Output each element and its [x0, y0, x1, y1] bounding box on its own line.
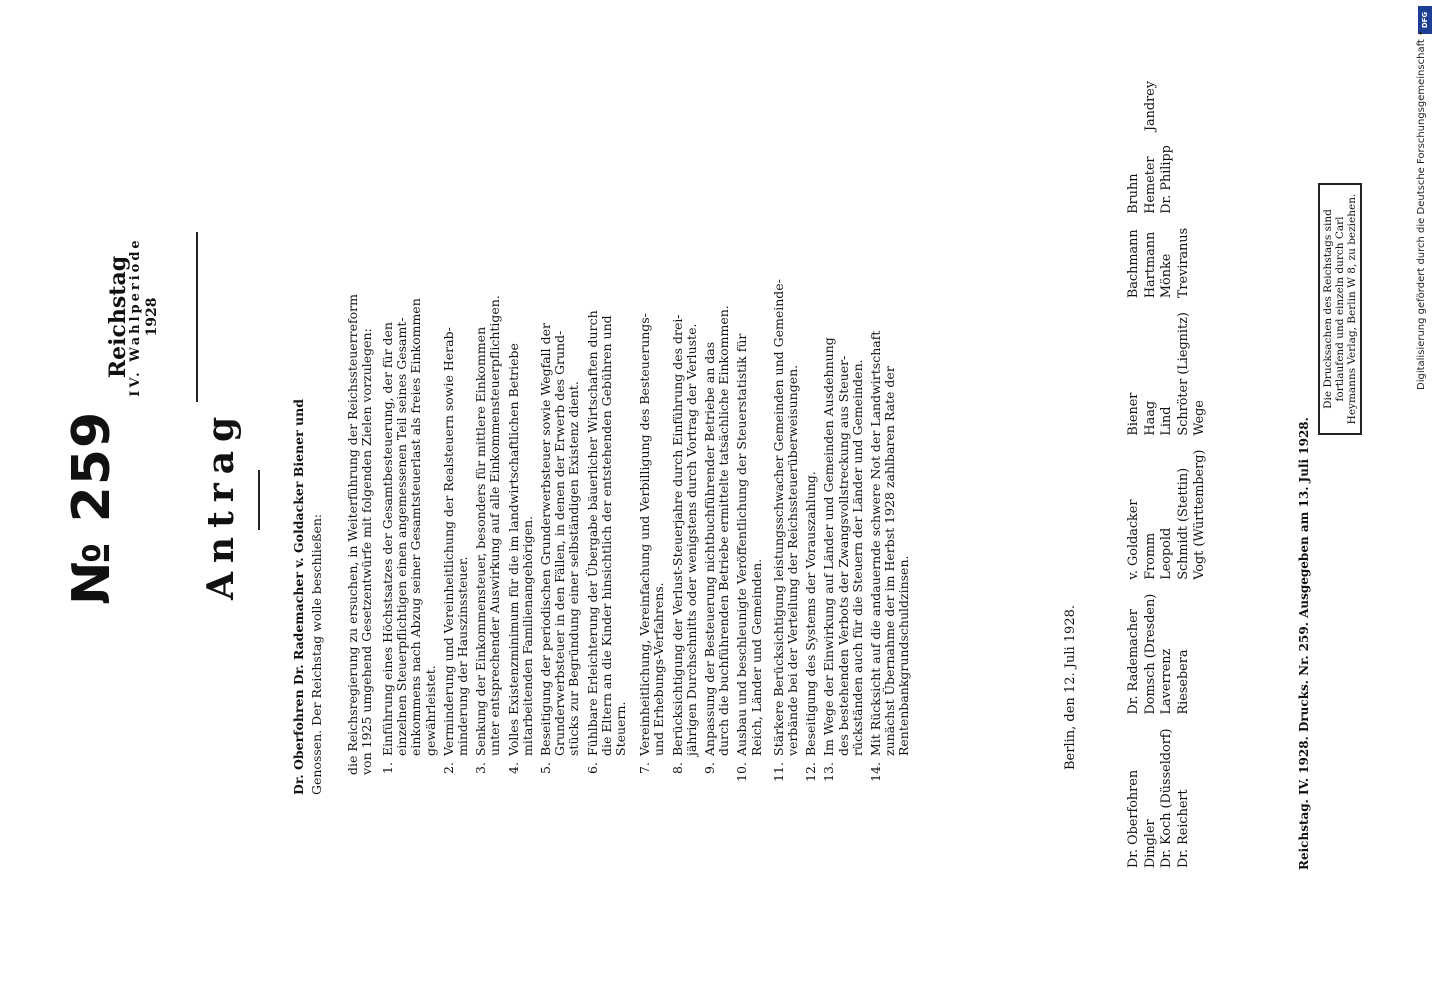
demand-item	[735, 334, 763, 790]
demand-item	[381, 298, 438, 790]
dfg-logo-text: DFG	[1421, 11, 1429, 29]
intro-line-2: Genossen. Der Reichstag wolle beschließen:	[309, 513, 324, 795]
distribution-notice: Die Drucksachen des Reichstags sind fortlaufend und einzeln durch Carl Heymanns Verlag, Berlin W 8, zu beziehen.	[1318, 183, 1362, 435]
signer-name: Dr. Reichert	[1175, 789, 1191, 868]
demand-item	[869, 331, 912, 790]
demand-number: 8.	[669, 762, 685, 774]
demand-text-line: Anpassung der Besteuerung nichtbuchführender Betriebe an das	[702, 341, 717, 756]
demand-item	[539, 323, 582, 790]
demand-text-line: stücks zur Begründung einer selbständigen Existenz dient.	[566, 381, 582, 756]
signer-name: Bachmann	[1126, 229, 1141, 299]
signer-row	[1144, 69, 1159, 868]
intro-line-1: Dr. Oberfohren Dr. Rademacher v. Goldacker Biener und	[291, 399, 306, 795]
demand-text-line: Senkung der Einkommensteuer, besonders für mittlere Einkommen	[473, 326, 489, 756]
demand-text-line: durch die buchführenden Betriebe ermittelte tatsächliche Einkommen.	[716, 305, 732, 756]
demand-text-line: die Eltern an die Kinder hinsichtlich der entstehenden Gebühren und	[598, 315, 614, 756]
demand-text-line: Volles Existenzminimum für die im landwirtschaftlichen Betriebe	[505, 343, 521, 756]
demand-text-line: Berücksichtigung der Verlust-Steuerjahre durch Einführung des drei-	[669, 314, 685, 756]
signer-name: v. Goldacker	[1126, 499, 1141, 580]
demand-item	[442, 327, 470, 790]
demand-text-line: minderung der Hauszinssteuer.	[455, 556, 470, 756]
signer-name: Dingler	[1142, 819, 1158, 868]
print-footer: Reichstag. IV. 1928. Drucks. Nr. 259. Ausgegeben am 13. Juli 1928.	[1297, 417, 1311, 870]
demand-item	[822, 337, 865, 790]
signer-name	[1193, 716, 1208, 868]
demand-text-line: Steuern.	[613, 701, 628, 756]
signer-name: Bruhn	[1126, 173, 1141, 214]
signer-name: Vogt (Württemberg)	[1192, 449, 1208, 580]
demand-text-line: Ausbau und beschleunigte Veröffentlichung der Steuerstatistik für	[734, 333, 750, 756]
signer-name: Dr. Philipp	[1159, 145, 1175, 214]
signer-name: Riesebera	[1175, 649, 1191, 715]
demand-text-line: Im Wege der Einwirkung auf Länder und Gemeinden Ausdehnung	[821, 337, 837, 756]
signer-name: Fromm	[1142, 532, 1158, 580]
wahlperiode-year: 1928	[144, 297, 160, 337]
signer-name: Schmidt (Stettin)	[1175, 467, 1191, 580]
demand-text-line: unter entsprechender Auswirkung auf alle Einkommensteuerpflichtigen.	[487, 295, 503, 756]
signer-name: Domsch (Dresden)	[1142, 593, 1158, 715]
demand-number: 13.	[821, 762, 837, 782]
demand-text-line: rückständen auch für die Steuern der Länder und Gemeinden.	[849, 359, 865, 756]
signer-name: Dr. Rademacher	[1126, 609, 1141, 715]
signer-name: Schröter (Liegnitz)	[1175, 312, 1191, 436]
demand-number: 11.	[770, 762, 786, 782]
signer-name: Treviranus	[1175, 227, 1191, 299]
demand-text-line: Rentenbankgrundschuldzinsen.	[896, 555, 912, 756]
demand-item	[772, 279, 800, 790]
dfg-credit-text: Digitalisierung gefördert durch die Deutsche Forschungsgemeinschaft •	[1416, 30, 1427, 390]
header-brace	[186, 232, 198, 402]
demand-text-line: zunächst Übernahme der im Herbst 1928 zahlbaren Rate der	[882, 366, 898, 756]
demand-number: 6.	[584, 762, 600, 774]
demand-number: 3.	[473, 762, 489, 774]
demand-number: 10.	[734, 762, 750, 782]
demand-text-line: Verminderung und Vereinheitlichung der Realsteuern sowie Herab-	[440, 327, 456, 756]
signer-name: Hartmann	[1142, 231, 1158, 299]
demand-number: 14.	[868, 762, 883, 782]
demand-text-line: einzelnen Steuerpflichtigen einen angemessenen Teil seines Gesamt-	[394, 317, 410, 756]
date-line: Berlin, den 12. Juli 1928.	[1063, 605, 1078, 770]
signer-name: Laverrenz	[1159, 648, 1175, 715]
lead-line-1: die Reichsregierung zu ersuchen, in Weiterführung der Reichssteuerreform	[345, 293, 360, 775]
signer-name: Mönke	[1159, 253, 1175, 299]
signer-name: Wege	[1192, 400, 1208, 436]
demand-item	[671, 314, 699, 790]
demand-number: 5.	[538, 762, 553, 774]
demand-item	[586, 310, 629, 790]
demand-item	[638, 313, 666, 790]
demand-text-line: Stärkere Berücksichtigung leistungsschwacher Gemeinden und Gemeinde-	[770, 279, 786, 756]
signer-name: Lind	[1159, 406, 1175, 436]
signer-row	[1193, 69, 1208, 868]
signer-row	[1160, 69, 1175, 868]
demand-text-line: und Erhebungs-Verfahrens.	[651, 582, 667, 756]
reichstag-title: Reichstag	[105, 255, 131, 379]
reichstag-header	[105, 232, 161, 402]
signer-name: Dr. Koch (Düsseldorf)	[1159, 728, 1175, 868]
demand-text-line: des bestehenden Verbots der Zwangsvollstreckung aus Steuer-	[835, 355, 851, 756]
demand-number: 4.	[505, 762, 521, 774]
signer-name: Biener	[1126, 392, 1141, 436]
demand-item	[804, 471, 818, 790]
demand-text-line: gewährleistet.	[422, 665, 438, 756]
demand-number: 2.	[440, 762, 456, 774]
demand-item	[507, 343, 535, 790]
demand-text-line: Fühlbare Erleichterung der Übergabe bäuerlicher Wirtschaften durch	[584, 310, 600, 756]
demand-text-line: jährigen Durchschnitts oder wenigstens durch Vortrag der Verluste.	[683, 323, 699, 756]
demand-text-line: Beseitigung der periodischen Grunderwerbsteuer sowie Wegfall der	[538, 322, 553, 756]
demand-number: 1.	[380, 762, 395, 774]
demand-text-line: Beseitigung des Systems der Vorauszahlung.	[803, 471, 819, 756]
demand-number: 7.	[637, 762, 653, 774]
demand-text-line: verbände bei der Verteilung der Reichssteuerüberweisungen.	[785, 364, 800, 756]
signer-name: Hemeter	[1142, 156, 1158, 214]
signer-name	[1193, 582, 1208, 715]
signer-name: Leopold	[1159, 527, 1175, 580]
document-number: № 259	[62, 410, 122, 605]
signer-row	[1127, 69, 1142, 868]
demand-text-line: Reich, Länder und Gemeinden.	[748, 558, 764, 756]
signer-name: Jandrey	[1142, 81, 1158, 132]
dfg-sidebar	[1416, 0, 1434, 400]
demand-text-line: Vereinheitlichung, Vereinfachung und Verbilligung des Besteuerungs-	[637, 313, 653, 756]
document-title: Antrag	[200, 407, 242, 600]
demand-text-line: Einführung eines Höchstsatzes der Gesamtbesteuerung, der für den	[380, 322, 395, 756]
demand-text-line: einkommens nach Abzug seiner Gesamtsteuerlast als freies Einkommen	[408, 298, 424, 756]
demand-number: 9.	[702, 762, 717, 774]
demand-text-line: Grunderwerbsteuer in den Fällen, in denen der Erwerb des Grund-	[552, 330, 568, 756]
demand-text-line: Mit Rücksicht auf die andauernde schwere Not der Landwirtschaft	[868, 330, 883, 756]
signers-table	[1125, 67, 1210, 870]
signer-name: Dr. Oberfohren	[1126, 769, 1141, 868]
wahlperiode-label: IV. Wahlperiode	[128, 237, 143, 397]
signer-row	[1177, 69, 1192, 868]
demand-item	[474, 295, 502, 790]
demand-item	[703, 305, 731, 790]
demand-text-line: mitarbeitenden Familienangehörigen.	[519, 515, 535, 756]
title-rule	[258, 470, 260, 530]
lead-line-2: von 1925 umgehend Gesetzentwürfe mit folgenden Zielen vorzulegen:	[359, 328, 374, 775]
signer-name: Haag	[1142, 400, 1158, 436]
demand-number: 12.	[803, 762, 819, 782]
